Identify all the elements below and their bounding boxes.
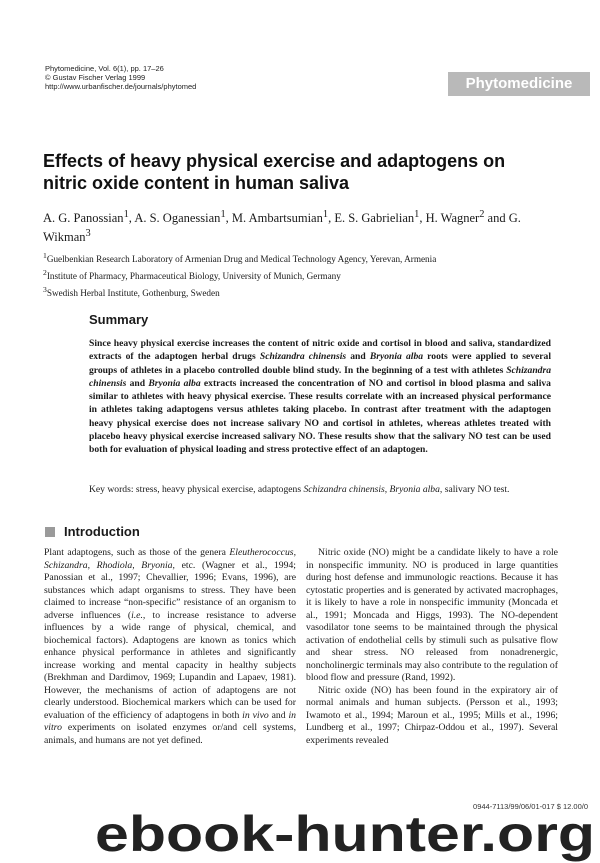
affiliation: $^3$Swedish Herbal Institute, Gothenburg, Sweden [43,285,220,299]
author: A. G. Panossian$^1$, [43,209,135,226]
paragraph: Plant adaptogens, such as those of the genera Eleutherococcus, Schizandra, Rhodiola, Bryonia, etc. (Wagner et al., 1994; Panossian et al., 1997; Chevallier, 1996; Evans, 1996), are substances which adapt organisms to stress. They have been claimed to increase “non-specific” resistance of an organism to adverse influences (i.e., to increase resistance to adverse influences by a wide range of physical, chemical, and biochemical factors). Adaptogens are known as tonics which enhance physical performance in athletes and significantly increase working and mental capacity in healthy subjects (Brekhman and Dardimov, 1969; Lupandin and Lapaev, 1981). However, the mechanisms of action of adaptogens are not clearly understood. Biochemical markers which can be used for evaluation of the efficiency of adaptogens in both in vivo and in vitro experiments on isolated enzymes or/and cell systems, animals, and humans are not yet defined. [44,547,296,746]
introduction-right-column [306,547,558,747]
author: A. S. Oganessian$^1$, [134,209,232,226]
author: M. Ambartsumian$^1$, [231,209,335,226]
copyright-code: 0944-7113/99/06/01-017 $ 12.00/0 [473,802,588,811]
paragraph: Nitric oxide (NO) might be a candidate likely to have a role in nonspecific immunity. NO is produced in large quantities during host defense and immunologic reactions. Because it has cytostatic properties and is generated by activated macrophages, it is likely to have a role in nonspecific immunity (Moncada et al., 1991; Moncada and Higgs, 1993). The NO-dependent vasodilator tone seems to be maintained through the physical activation of endothelial cells by stimuli such as pulsative flow and shear stress. NO released from nonadrenergic, noncholinergic terminals may also contribute to the regulation of blood flow and pressure (Rand, 1992). [306,547,558,683]
keywords-label: Key words: [89,484,134,495]
affiliations [43,249,563,300]
keywords: Key words: stress, heavy physical exercise, adaptogens Schizandra chinensis, Bryonia alba, salivary NO test. [89,484,510,495]
journal-info [45,64,196,91]
affiliation: $^2$Institute of Pharmacy, Pharmaceutical Biology, University of Munich, Germany [43,268,341,282]
journal-logo: Phytomedicine [448,72,590,96]
watermark [95,805,595,863]
introduction-left-column [44,547,296,747]
summary-heading: Summary [89,312,149,327]
publisher-copyright: © Gustav Fischer Verlag 1999 [45,73,146,82]
summary-abstract: Since heavy physical exercise increases the content of nitric oxide and cortisol in blood and saliva, standardized extracts of the adaptogen herbal drugs Schizandra chinensis and Bryonia alba roots were applied to several groups of athletes in a placebo controlled double blind study. In the beginning of a test with athletes Schizandra chinensis and Bryonia alba extracts increased the concentration of NO and cortisol in blood plasma and saliva similar to athletes with heavy physical exercise. These results correlate with an increased physical performance in athletes taking adaptogens versus athletes taking placebo. In contrast after treatment with the adaptogen heavy physical exercise does not increase salivary NO and cortisol in athletes, whereas athletes treated with placebo heavy physical exercise increased salivary NO. These results show that the salivary NO test can be used both for evaluation of physical loading and stress protective effect of an adaptogen. [89,338,552,456]
affiliation: $^1$Guelbenkian Research Laboratory of Armenian Drug and Medical Technology Agency, Yerevan, Armenia [43,251,437,265]
journal-citation: Phytomedicine, Vol. 6(1), pp. 17–26 [45,64,164,73]
section-marker-icon [45,527,55,537]
article-title: Effects of heavy physical exercise and adaptogens on nitric oxide content in human saliva [43,151,506,193]
author: E. S. Gabrielian$^1$, [334,209,426,226]
paragraph: Nitric oxide (NO) has been found in the expiratory air of normal animals and human subjects. (Persson et al., 1993; Iwamoto et al., 1994; Maroun et al., 1995; Mills et al., 1996; Lundberg et al., 1997; Chirpaz-Oddou et al., 1997). Several experiments revealed [306,684,558,746]
watermark-text: ebook-hunter.org [95,806,595,862]
introduction-heading: Introduction [45,524,140,539]
author: H. Wagner$^2$ and [425,209,509,226]
journal-url[interactable]: http://www.urbanfischer.de/journals/phytomed [45,82,197,91]
author-list [43,207,563,245]
author: G. Wikman$^3$ [43,211,521,245]
